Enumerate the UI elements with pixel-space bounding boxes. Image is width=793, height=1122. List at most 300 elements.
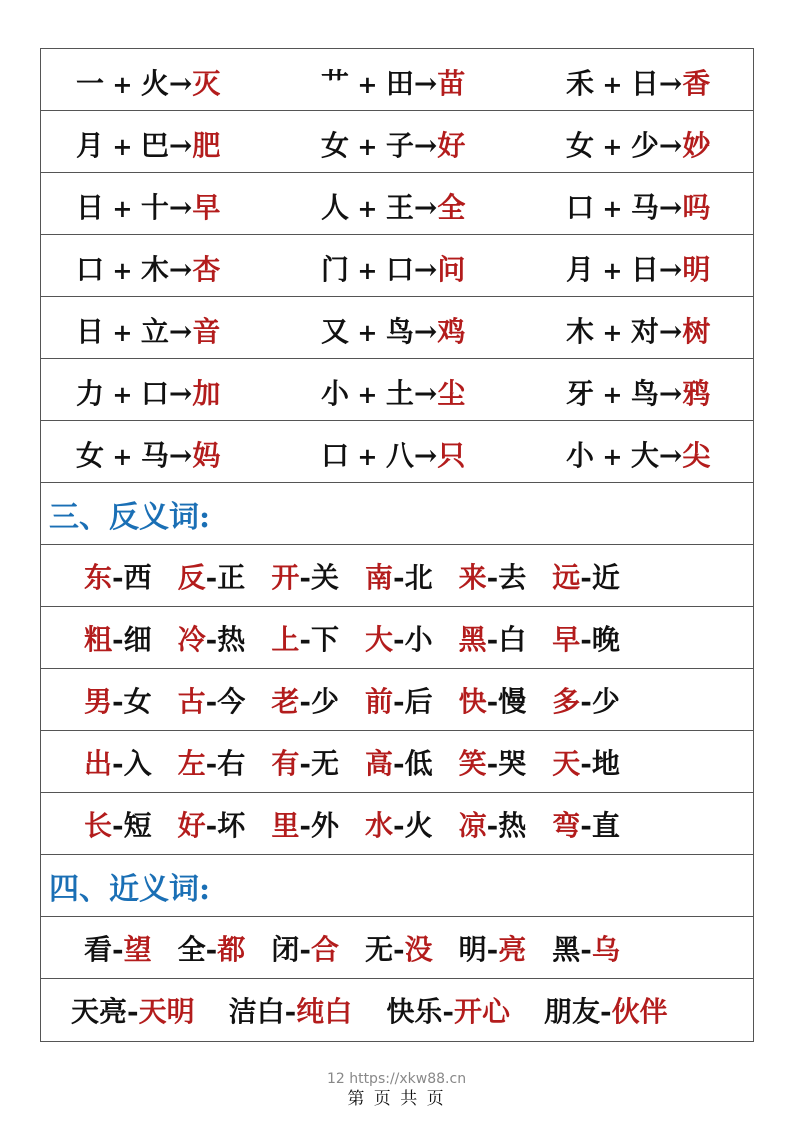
arrow-icon: → [413,129,438,162]
component-b: 鸟 [630,377,659,410]
word-pair-row [41,979,753,1041]
composed-character: 尘 [437,377,466,410]
word-first: 笑 [458,746,487,780]
composition-item [76,372,220,412]
composed-character: 灭 [192,67,221,100]
word-first: 快乐 [386,995,443,1028]
word-pair [459,742,527,782]
word-first: 天亮 [71,995,128,1028]
dash: - [580,932,592,966]
footer-url: 12 https://xkw88.cn [326,1071,467,1087]
word-first: 男 [84,684,113,718]
composed-character: 肥 [192,129,221,162]
composed-character: 鸡 [437,315,466,348]
word-first: 凉 [458,808,487,842]
word-pair [271,680,339,720]
component-b: 火 [140,67,169,100]
composition-item [566,372,710,412]
word-second: 短 [123,808,152,842]
word-pair [552,556,620,596]
word-second: 无 [310,746,339,780]
composition-row [41,49,753,111]
word-second: 去 [498,560,527,594]
word-second: 合 [310,932,339,966]
word-first: 出 [84,746,113,780]
dash: - [205,684,218,718]
word-pair [271,556,339,596]
component-b: 日 [630,67,659,100]
word-first: 早 [552,622,581,656]
composition-item [76,248,220,288]
plus-sign: + [594,442,631,471]
component-a: 力 [76,377,105,410]
composed-character: 妙 [682,129,711,162]
word-second: 女 [123,684,152,718]
dash: - [392,808,405,842]
arrow-icon: → [168,439,193,472]
word-pair [178,742,246,782]
word-second: 乌 [591,932,620,966]
word-pair [365,742,433,782]
word-second: 下 [310,622,339,656]
word-second: 伙伴 [611,995,668,1028]
word-first: 反 [177,560,206,594]
word-pair [459,804,527,844]
dash: - [392,746,405,780]
word-pair [544,990,668,1030]
plus-sign: + [594,318,631,347]
word-second: 热 [498,808,527,842]
word-second: 坏 [217,808,246,842]
section-heading: 三、反义词: [49,499,211,535]
dash: - [112,932,124,966]
component-b: 少 [630,129,659,162]
word-pair [178,928,246,968]
dash: - [205,932,218,966]
word-second: 后 [404,684,433,718]
component-a: 人 [321,191,350,224]
composed-character: 树 [682,315,711,348]
composition-item [76,434,220,474]
component-b: 巴 [140,129,169,162]
word-second: 低 [404,746,433,780]
word-first: 黑 [552,932,581,966]
word-pair [178,556,246,596]
word-second: 天明 [138,995,195,1028]
word-pair [84,804,152,844]
word-second: 正 [217,560,246,594]
word-second: 小 [404,622,433,656]
dash: - [580,808,592,842]
component-a: 又 [321,315,350,348]
component-b: 口 [140,377,169,410]
word-first: 来 [458,560,487,594]
word-first: 明 [458,932,487,966]
word-second: 西 [123,560,152,594]
plus-sign: + [349,70,386,99]
component-a: 小 [321,377,350,410]
dash: - [392,684,405,718]
arrow-icon: → [413,253,438,286]
word-pair [552,928,620,968]
dash: - [486,746,499,780]
composition-item [321,372,465,412]
arrow-icon: → [168,191,193,224]
composition-item [321,124,465,164]
composition-row [41,111,753,173]
component-b: 对 [630,315,659,348]
word-first: 远 [552,560,581,594]
dash: - [299,560,311,594]
word-pair [271,742,339,782]
dash: - [299,746,311,780]
component-b: 马 [630,191,659,224]
composition-item [566,186,710,226]
composition-item [566,310,710,350]
word-second: 右 [217,746,246,780]
word-pair-row [41,607,753,669]
dash: - [299,932,311,966]
arrow-icon: → [168,129,193,162]
word-second: 没 [404,932,433,966]
word-pair [552,742,620,782]
word-first: 左 [177,746,206,780]
component-a: 口 [76,253,105,286]
composition-row [41,235,753,297]
plus-sign: + [349,442,386,471]
word-first: 有 [271,746,300,780]
word-pair [84,618,152,658]
plus-sign: + [349,380,386,409]
dash: - [486,560,499,594]
composition-item [566,124,710,164]
dash: - [580,746,592,780]
dash: - [486,932,499,966]
component-b: 十 [140,191,169,224]
dash: - [486,808,499,842]
word-second: 关 [310,560,339,594]
component-b: 立 [140,315,169,348]
word-pair [386,990,510,1030]
dash: - [299,622,311,656]
component-b: 口 [385,253,414,286]
word-second: 外 [310,808,339,842]
word-first: 前 [364,684,393,718]
composed-character: 苗 [437,67,466,100]
word-first: 快 [458,684,487,718]
word-pair [178,804,246,844]
word-second: 细 [123,622,152,656]
word-pair [459,618,527,658]
component-b: 日 [630,253,659,286]
component-a: 牙 [566,377,595,410]
component-b: 王 [385,191,414,224]
dash: - [299,684,311,718]
word-pair [365,928,433,968]
word-second: 北 [404,560,433,594]
word-pair [459,928,527,968]
composition-item [76,310,220,350]
composed-character: 尖 [682,439,711,472]
component-a: 月 [566,253,595,286]
word-first: 朋友 [543,995,600,1028]
word-first: 南 [364,560,393,594]
dash: - [205,746,218,780]
dash: - [442,995,454,1028]
word-pair [365,618,433,658]
arrow-icon: → [168,67,193,100]
word-pair-row [41,669,753,731]
composed-character: 早 [192,191,221,224]
composed-character: 只 [437,439,466,472]
word-first: 看 [84,932,113,966]
word-first: 黑 [458,622,487,656]
dash: - [205,808,218,842]
word-pair [365,804,433,844]
antonyms-heading-row [41,483,753,545]
dash: - [392,622,405,656]
word-pair [178,618,246,658]
word-pair [365,556,433,596]
dash: - [205,622,218,656]
arrow-icon: → [658,191,683,224]
arrow-icon: → [658,377,683,410]
plus-sign: + [594,132,631,161]
word-first: 好 [177,808,206,842]
word-pair [459,556,527,596]
component-b: 鸟 [385,315,414,348]
plus-sign: + [104,318,141,347]
word-second: 热 [217,622,246,656]
plus-sign: + [594,380,631,409]
word-second: 直 [591,808,620,842]
plus-sign: + [104,380,141,409]
composition-row [41,421,753,483]
plus-sign: + [104,442,141,471]
section-heading: 四、近义词: [49,871,211,907]
word-first: 上 [271,622,300,656]
component-b: 大 [630,439,659,472]
word-second: 白 [498,622,527,656]
component-a: 小 [566,439,595,472]
plus-sign: + [104,256,141,285]
footer-page-number: 第 页 共 页 [347,1089,446,1109]
word-first: 高 [364,746,393,780]
dash: - [112,622,124,656]
component-b: 土 [385,377,414,410]
component-a: 女 [76,439,105,472]
word-second: 慢 [498,684,527,718]
word-second: 望 [123,932,152,966]
word-pair [271,618,339,658]
dash: - [580,622,592,656]
plus-sign: + [594,194,631,223]
word-first: 全 [177,932,206,966]
word-pair-row [41,545,753,607]
composed-character: 明 [682,253,711,286]
word-first: 老 [271,684,300,718]
word-first: 长 [84,808,113,842]
composed-character: 音 [192,315,221,348]
component-a: 日 [76,315,105,348]
word-first: 弯 [552,808,581,842]
word-second: 开心 [453,995,510,1028]
arrow-icon: → [658,67,683,100]
word-first: 里 [271,808,300,842]
word-second: 少 [591,684,620,718]
word-second: 入 [123,746,152,780]
plus-sign: + [349,132,386,161]
word-first: 东 [84,560,113,594]
composed-character: 加 [192,377,221,410]
arrow-icon: → [658,129,683,162]
dash: - [486,684,499,718]
dash: - [284,995,297,1028]
word-pair [552,680,620,720]
arrow-icon: → [658,315,683,348]
plus-sign: + [594,256,631,285]
composed-character: 问 [437,253,466,286]
component-a: 禾 [566,67,595,100]
composition-item [76,62,220,102]
word-first: 无 [364,932,393,966]
arrow-icon: → [413,377,438,410]
composed-character: 吗 [682,191,711,224]
dash: - [112,808,124,842]
plus-sign: + [349,194,386,223]
word-second: 地 [591,746,620,780]
word-pair [459,680,527,720]
word-pair [271,928,339,968]
component-b: 马 [140,439,169,472]
arrow-icon: → [658,439,683,472]
word-second: 火 [404,808,433,842]
composition-item [76,124,220,164]
composition-item [321,310,465,350]
word-second: 近 [591,560,620,594]
word-pair [84,556,152,596]
component-a: 一 [76,67,105,100]
arrow-icon: → [168,377,193,410]
composition-item [76,186,220,226]
composition-item [321,434,465,474]
component-a: 木 [566,315,595,348]
word-pair [84,742,152,782]
word-pair [84,928,152,968]
word-first: 开 [271,560,300,594]
component-b: 子 [385,129,414,162]
word-pair [84,680,152,720]
word-second: 晚 [591,622,620,656]
composition-row [41,359,753,421]
word-first: 大 [364,622,393,656]
composed-character: 杏 [192,253,221,286]
word-first: 粗 [84,622,113,656]
dash: - [599,995,612,1028]
composition-item [321,248,465,288]
word-first: 洁白 [228,995,285,1028]
dash: - [580,560,592,594]
component-b: 木 [140,253,169,286]
plus-sign: + [104,70,141,99]
component-b: 田 [385,67,414,100]
composition-row [41,297,753,359]
arrow-icon: → [413,67,438,100]
composition-row [41,173,753,235]
composed-character: 好 [437,129,466,162]
plus-sign: + [104,132,141,161]
dash: - [299,808,311,842]
component-a: 女 [566,129,595,162]
component-b: 八 [385,439,414,472]
word-pair [271,804,339,844]
component-a: 月 [76,129,105,162]
composed-character: 香 [682,67,711,100]
word-pair [178,680,246,720]
word-first: 天 [552,746,581,780]
word-pair [552,804,620,844]
arrow-icon: → [413,315,438,348]
word-first: 冷 [177,622,206,656]
word-second: 少 [310,684,339,718]
component-a: 艹 [321,67,350,100]
composition-item [321,62,465,102]
word-second: 亮 [498,932,527,966]
word-second: 哭 [498,746,527,780]
word-pair-row [41,917,753,979]
word-pair [229,990,353,1030]
word-pair [552,618,620,658]
word-second: 今 [217,684,246,718]
dash: - [486,622,499,656]
plus-sign: + [594,70,631,99]
dash: - [112,560,124,594]
dash: - [392,560,405,594]
dash: - [127,995,139,1028]
arrow-icon: → [413,439,438,472]
word-first: 古 [177,684,206,718]
component-a: 口 [566,191,595,224]
word-second: 都 [217,932,246,966]
dash: - [112,684,124,718]
word-second: 纯白 [296,995,353,1028]
arrow-icon: → [168,315,193,348]
vocabulary-table [40,48,754,1042]
composition-item [321,186,465,226]
word-pair [365,680,433,720]
arrow-icon: → [658,253,683,286]
composed-character: 全 [437,191,466,224]
composition-item [566,62,710,102]
dash: - [112,746,124,780]
composition-item [566,434,710,474]
dash: - [392,932,405,966]
synonyms-heading-row [41,855,753,917]
word-pair-row [41,731,753,793]
composed-character: 妈 [192,439,221,472]
component-a: 门 [321,253,350,286]
word-first: 水 [364,808,393,842]
dash: - [205,560,218,594]
word-pair [71,990,195,1030]
arrow-icon: → [413,191,438,224]
component-a: 日 [76,191,105,224]
component-a: 口 [321,439,350,472]
plus-sign: + [349,318,386,347]
composed-character: 鸦 [682,377,711,410]
word-pair-row [41,793,753,855]
component-a: 女 [321,129,350,162]
